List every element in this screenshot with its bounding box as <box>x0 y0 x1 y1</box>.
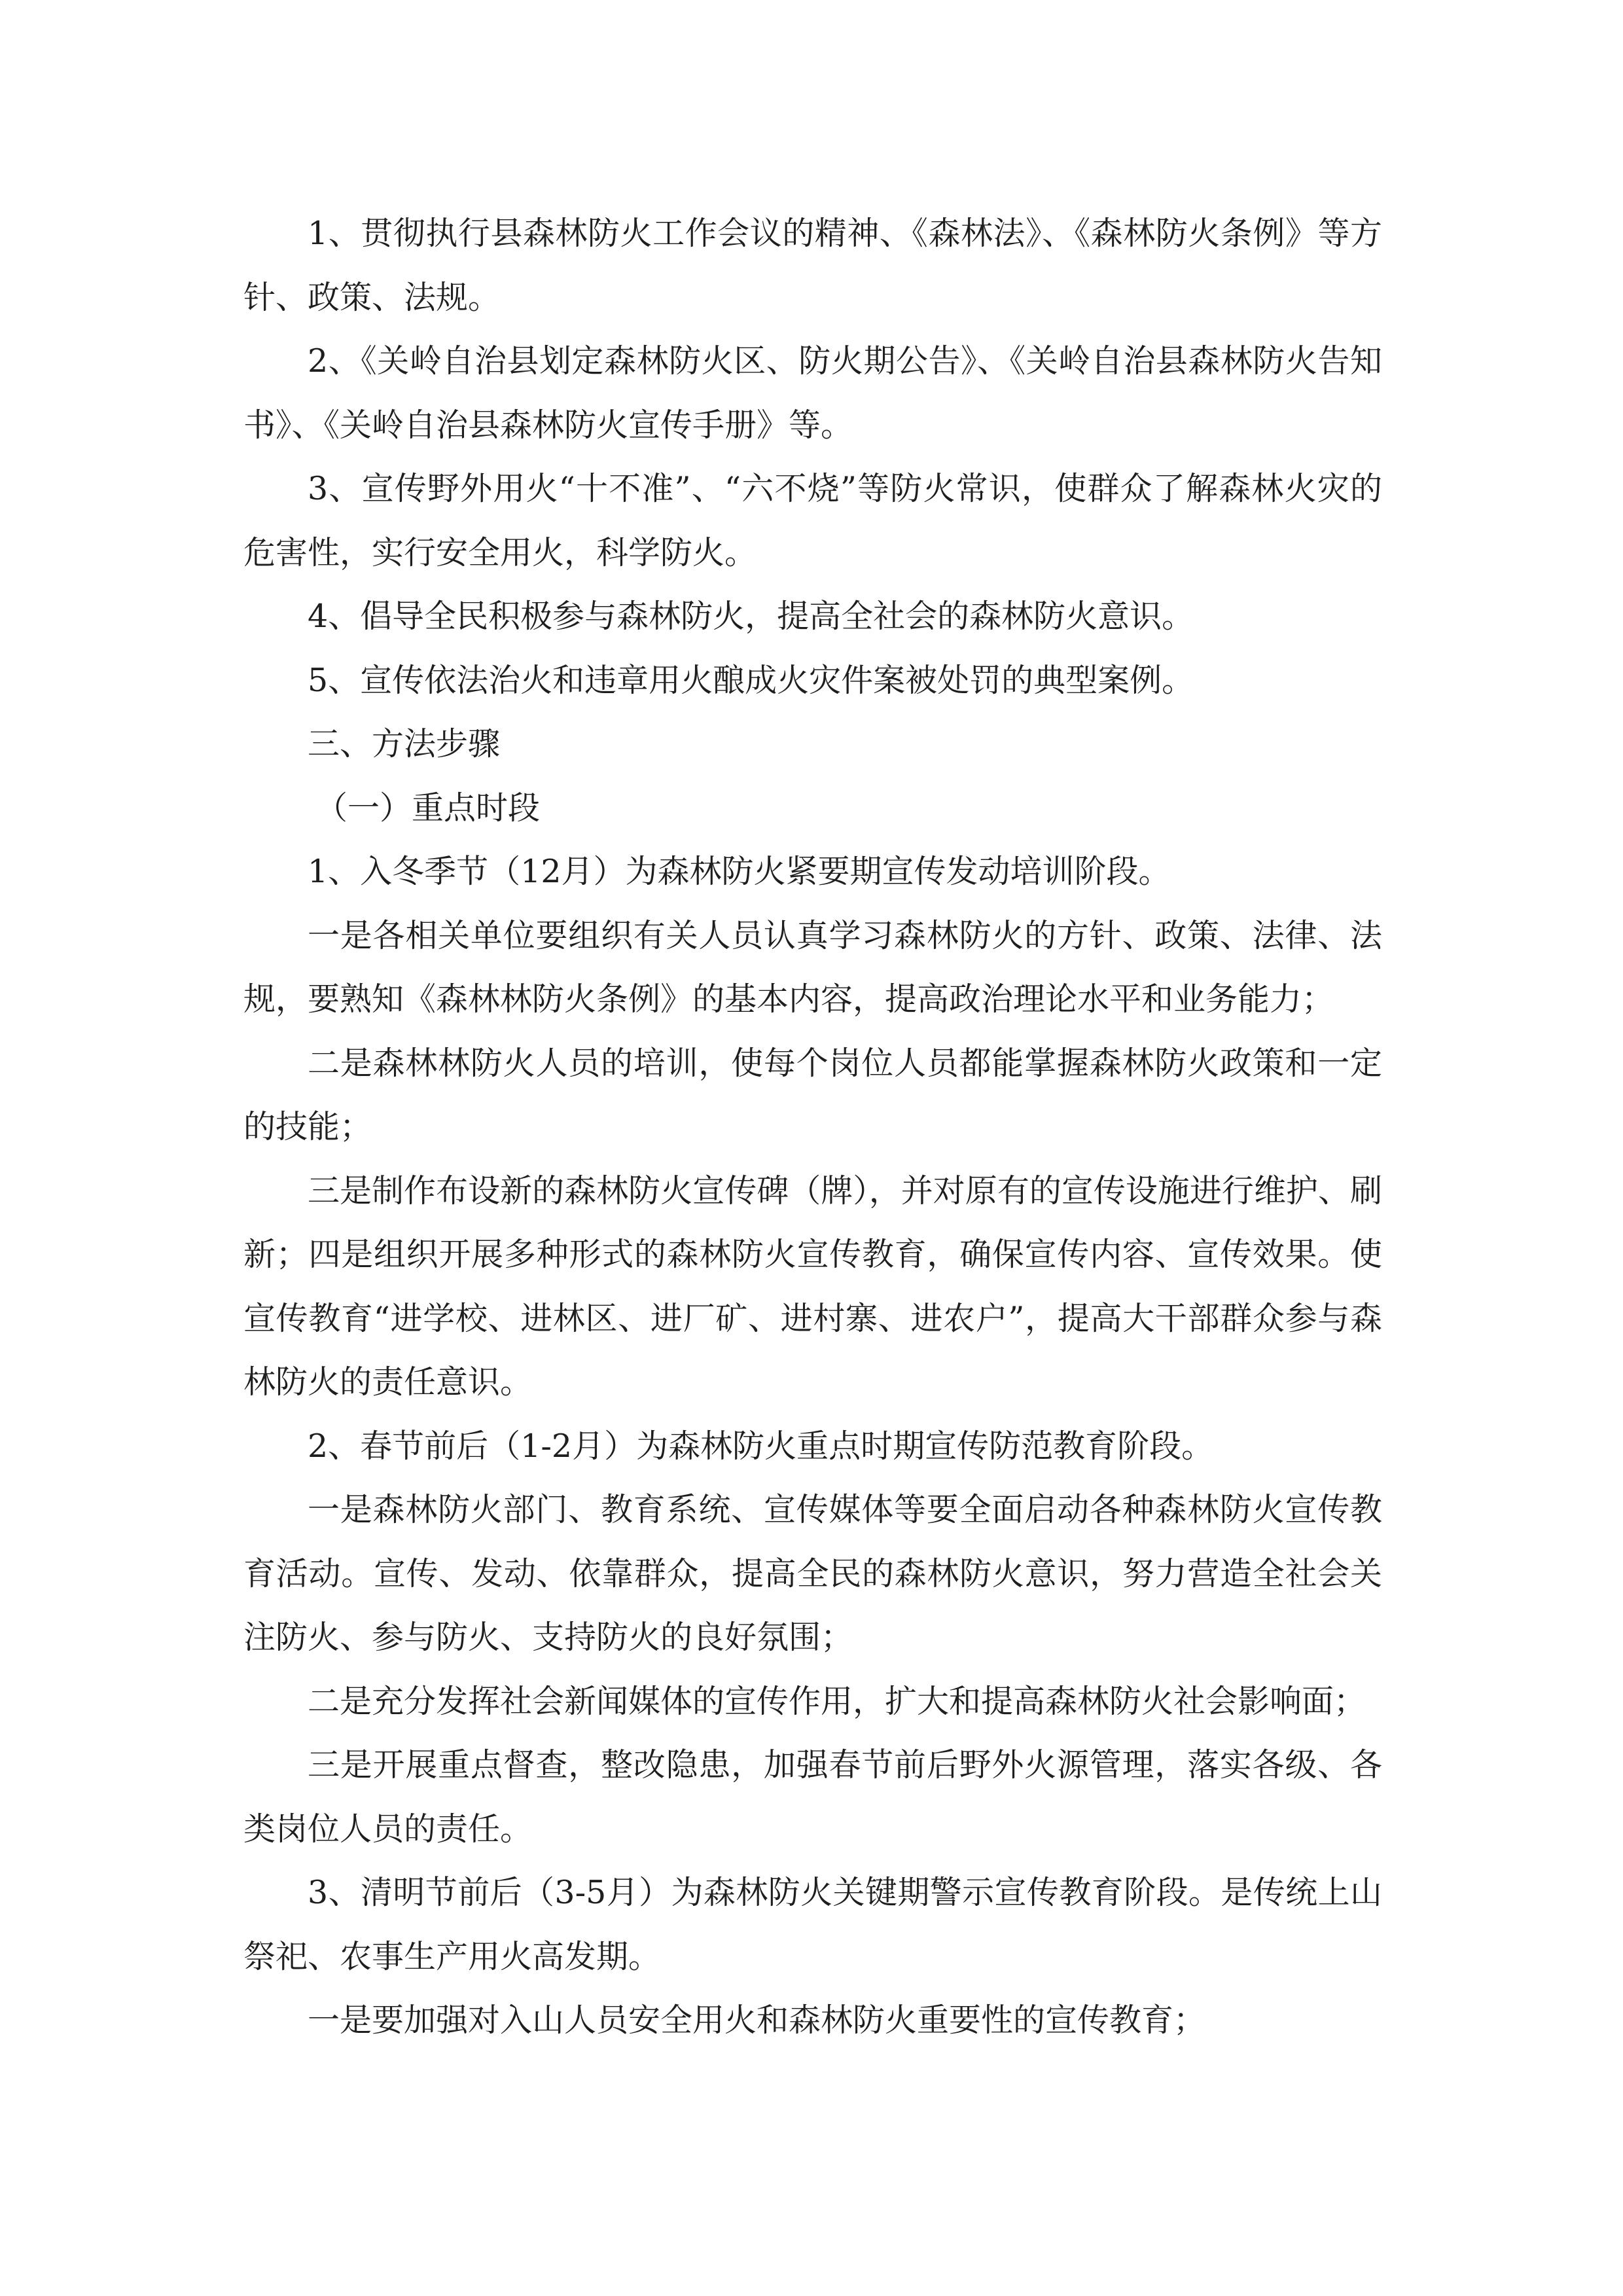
paragraph-item-1: 1、贯彻执行县森林防火工作会议的精神、《森林法》、《森林防火条例》等方针、政策、法规。 <box>243 215 1382 316</box>
paragraph-spring-festival-stage: 2、春节前后（1-2月）为森林防火重点时期宣传防范教育阶段。 <box>308 1427 1214 1465</box>
paragraph-winter-point-2: 二是森林林防火人员的培训，使每个岗位人员都能掌握森林防火政策和一定的技能； <box>243 1044 1382 1145</box>
paragraph-spring-point-2: 二是充分发挥社会新闻媒体的宣传作用，扩大和提高森林防火社会影响面； <box>308 1682 1366 1720</box>
paragraph-spring-point-1: 一是森林防火部门、教育系统、宣传媒体等要全面启动各种森林防火宣传教育活动。宣传、发动、依靠群众，提高全民的森林防火意识，努力营造全社会关注防火、参与防火、支持防火的良好氛围； <box>243 1491 1382 1656</box>
document-body <box>243 202 1382 2053</box>
paragraph-qingming-stage: 3、清明节前后（3-5月）为森林防火关键期警示宣传教育阶段。是传统上山祭祀、农事生产用火高发期。 <box>243 1874 1382 1975</box>
paragraph-winter-stage: 1、入冬季节（12月）为森林防火紧要期宣传发动培训阶段。 <box>308 853 1171 890</box>
section-heading-methods: 三、方法步骤 <box>308 725 501 762</box>
subsection-heading-key-periods: （一）重点时段 <box>315 789 541 827</box>
paragraph-winter-point-3-4: 三是制作布设新的森林防火宣传碑（牌），并对原有的宣传设施进行维护、刷新；四是组织开展多种形式的森林防火宣传教育，确保宣传内容、宣传效果。使宣传教育“进学校、进林区、进厂矿、进村寨、进农户”，提高大干部群众参与森林防火的责任意识。 <box>243 1172 1382 1401</box>
paragraph-item-3: 3、宣传野外用火“十不准”、“六不烧”等防火常识，使群众了解森林火灾的危害性，实行安全用火，科学防火。 <box>243 470 1382 571</box>
paragraph-winter-point-1: 一是各相关单位要组织有关人员认真学习森林防火的方针、政策、法律、法规，要熟知《森林林防火条例》的基本内容，提高政治理论水平和业务能力； <box>243 916 1382 1018</box>
paragraph-spring-point-3: 三是开展重点督查，整改隐患，加强春节前后野外火源管理，落实各级、各类岗位人员的责任。 <box>243 1746 1382 1848</box>
paragraph-item-4: 4、倡导全民积极参与森林防火，提高全社会的森林防火意识。 <box>308 598 1194 635</box>
paragraph-qingming-point-1: 一是要加强对入山人员安全用火和森林防火重要性的宣传教育； <box>308 2001 1206 2039</box>
paragraph-item-5: 5、宣传依法治火和违章用火酿成火灾件案被处罚的典型案例。 <box>308 661 1194 699</box>
paragraph-item-2: 2、《关岭自治县划定森林防火区、防火期公告》、《关岭自治县森林防火告知书》、《关岭自治县森林防火宣传手册》等。 <box>243 342 1382 444</box>
